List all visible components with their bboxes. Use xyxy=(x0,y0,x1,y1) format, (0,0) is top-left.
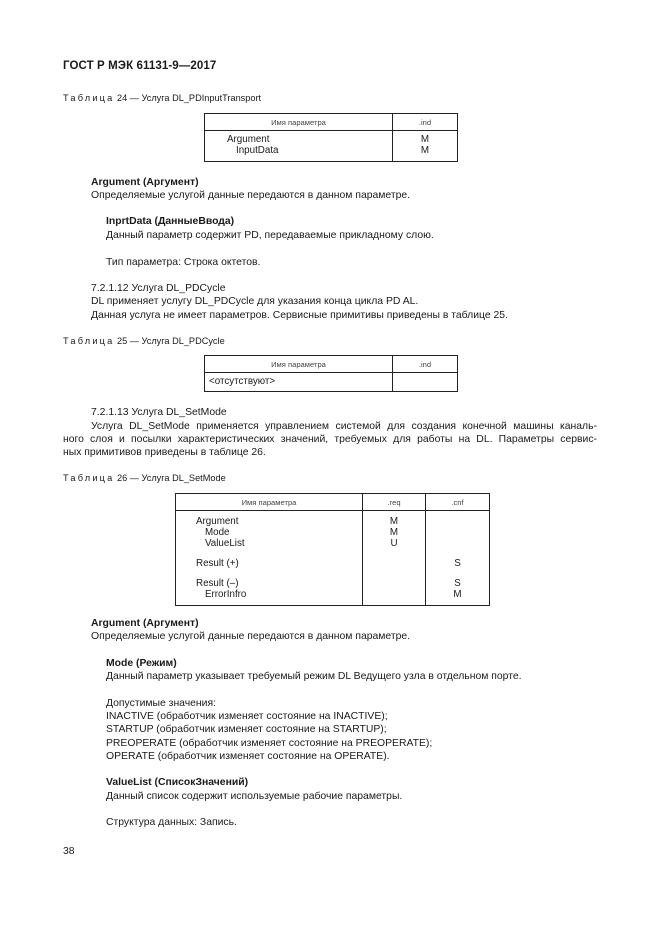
mode-heading: Mode (Режим) xyxy=(106,658,177,669)
param-argument: Argument xyxy=(227,134,270,145)
valuelist-heading: ValueList (СписокЗначений) xyxy=(106,777,249,788)
mode-text: Данный параметр указывает требуемый режим DL Ведущего узла в отдельном порте. xyxy=(106,671,522,682)
caption-text: 26 — Услуга DL_SetMode xyxy=(114,473,226,483)
cnf-value: S xyxy=(454,578,461,589)
column-header-name: Имя параметра xyxy=(176,494,363,511)
ind-value: M xyxy=(420,134,430,145)
ind-value: M xyxy=(420,145,430,156)
column-header-name: Имя параметра xyxy=(205,356,393,373)
caption-word: Таблица xyxy=(63,93,115,103)
document-header: ГОСТ Р МЭК 61131-9—2017 xyxy=(63,60,217,72)
caption-text: 24 — Услуга DL_PDInputTransport xyxy=(114,93,262,103)
allowed-value-item: INACTIVE (обработчик изменяет состояние на INACTIVE); xyxy=(106,711,388,722)
argument-heading: Argument (Аргумент) xyxy=(91,177,199,188)
valuelist-text: Данный список содержит используемые рабочие параметры. xyxy=(106,791,403,802)
column-header-cnf: .cnf xyxy=(426,494,490,511)
param-mode: Mode xyxy=(205,527,230,538)
req-value: M xyxy=(389,527,399,538)
param-result-positive: Result (+) xyxy=(196,558,239,569)
param-errorinfro: ErrorInfro xyxy=(205,589,247,600)
column-header-ind: .ind xyxy=(393,114,458,131)
param-valuelist: ValueList xyxy=(205,538,245,549)
table-24 xyxy=(204,113,458,162)
allowed-value-item: OPERATE (обработчик изменяет состояние на OPERATE). xyxy=(106,751,390,762)
inprtdata-heading: InprtData (ДанныеВвода) xyxy=(106,216,235,227)
clause-text-line: ных примитивов приведены в таблице 26. xyxy=(63,447,266,458)
allowed-values-title: Допустимые значения: xyxy=(106,698,216,709)
column-header-ind: .ind xyxy=(393,356,458,373)
clause-text-line: Данная услуга не имеет параметров. Сервисные примитивы приведены в таблице 25. xyxy=(91,310,508,321)
page-number: 38 xyxy=(63,846,75,857)
argument-heading: Argument (Аргумент) xyxy=(91,618,199,629)
table-25 xyxy=(204,355,458,392)
table-24-caption xyxy=(63,93,261,103)
cnf-value: M xyxy=(453,589,462,600)
caption-text: 25 — Услуга DL_PDCycle xyxy=(114,336,225,346)
allowed-value-item: STARTUP (обработчик изменяет состояние на STARTUP); xyxy=(106,724,387,735)
argument-text: Определяемые услугой данные передаются в данном параметре. xyxy=(91,190,411,201)
param-inputdata: InputData xyxy=(236,145,279,156)
data-structure-text: Структура данных: Запись. xyxy=(106,817,237,828)
param-argument: Argument xyxy=(196,516,239,527)
caption-word: Таблица xyxy=(63,336,115,346)
allowed-value-item: PREOPERATE (обработчик изменяет состояние на PREOPERATE); xyxy=(106,738,433,749)
parameter-type: Тип параметра: Строка октетов. xyxy=(106,257,261,268)
table-25-caption xyxy=(63,336,225,346)
caption-word: Таблица xyxy=(63,473,115,483)
clause-text-line: Услуга DL_SetMode применяется управлением системой для создания конечной машины каналь- xyxy=(91,421,597,432)
table-26 xyxy=(175,493,490,606)
cnf-value: S xyxy=(454,558,461,569)
column-header-name: Имя параметра xyxy=(205,114,393,131)
argument-text: Определяемые услугой данные передаются в данном параметре. xyxy=(91,631,411,642)
ind-value xyxy=(393,373,458,392)
req-value: M xyxy=(389,516,399,527)
clause-7-2-1-13-title: 7.2.1.13 Услуга DL_SetMode xyxy=(91,407,227,418)
inprtdata-text: Данный параметр содержит PD, передаваемые прикладному слою. xyxy=(106,230,434,241)
req-value: U xyxy=(390,538,398,549)
clause-7-2-1-12-title: 7.2.1.12 Услуга DL_PDCycle xyxy=(91,283,226,294)
table-26-caption xyxy=(63,473,226,483)
clause-text-line: ного слоя и посылки характеристических значений, требуемых для работы на DL. Параметры сервис- xyxy=(63,434,597,445)
param-result-negative: Result (–) xyxy=(196,578,239,589)
param-none: <отсутствуют> xyxy=(205,373,393,392)
column-header-req: .req xyxy=(363,494,426,511)
clause-text-line: DL применяет услугу DL_PDCycle для указания конца цикла PD AL. xyxy=(91,296,419,307)
